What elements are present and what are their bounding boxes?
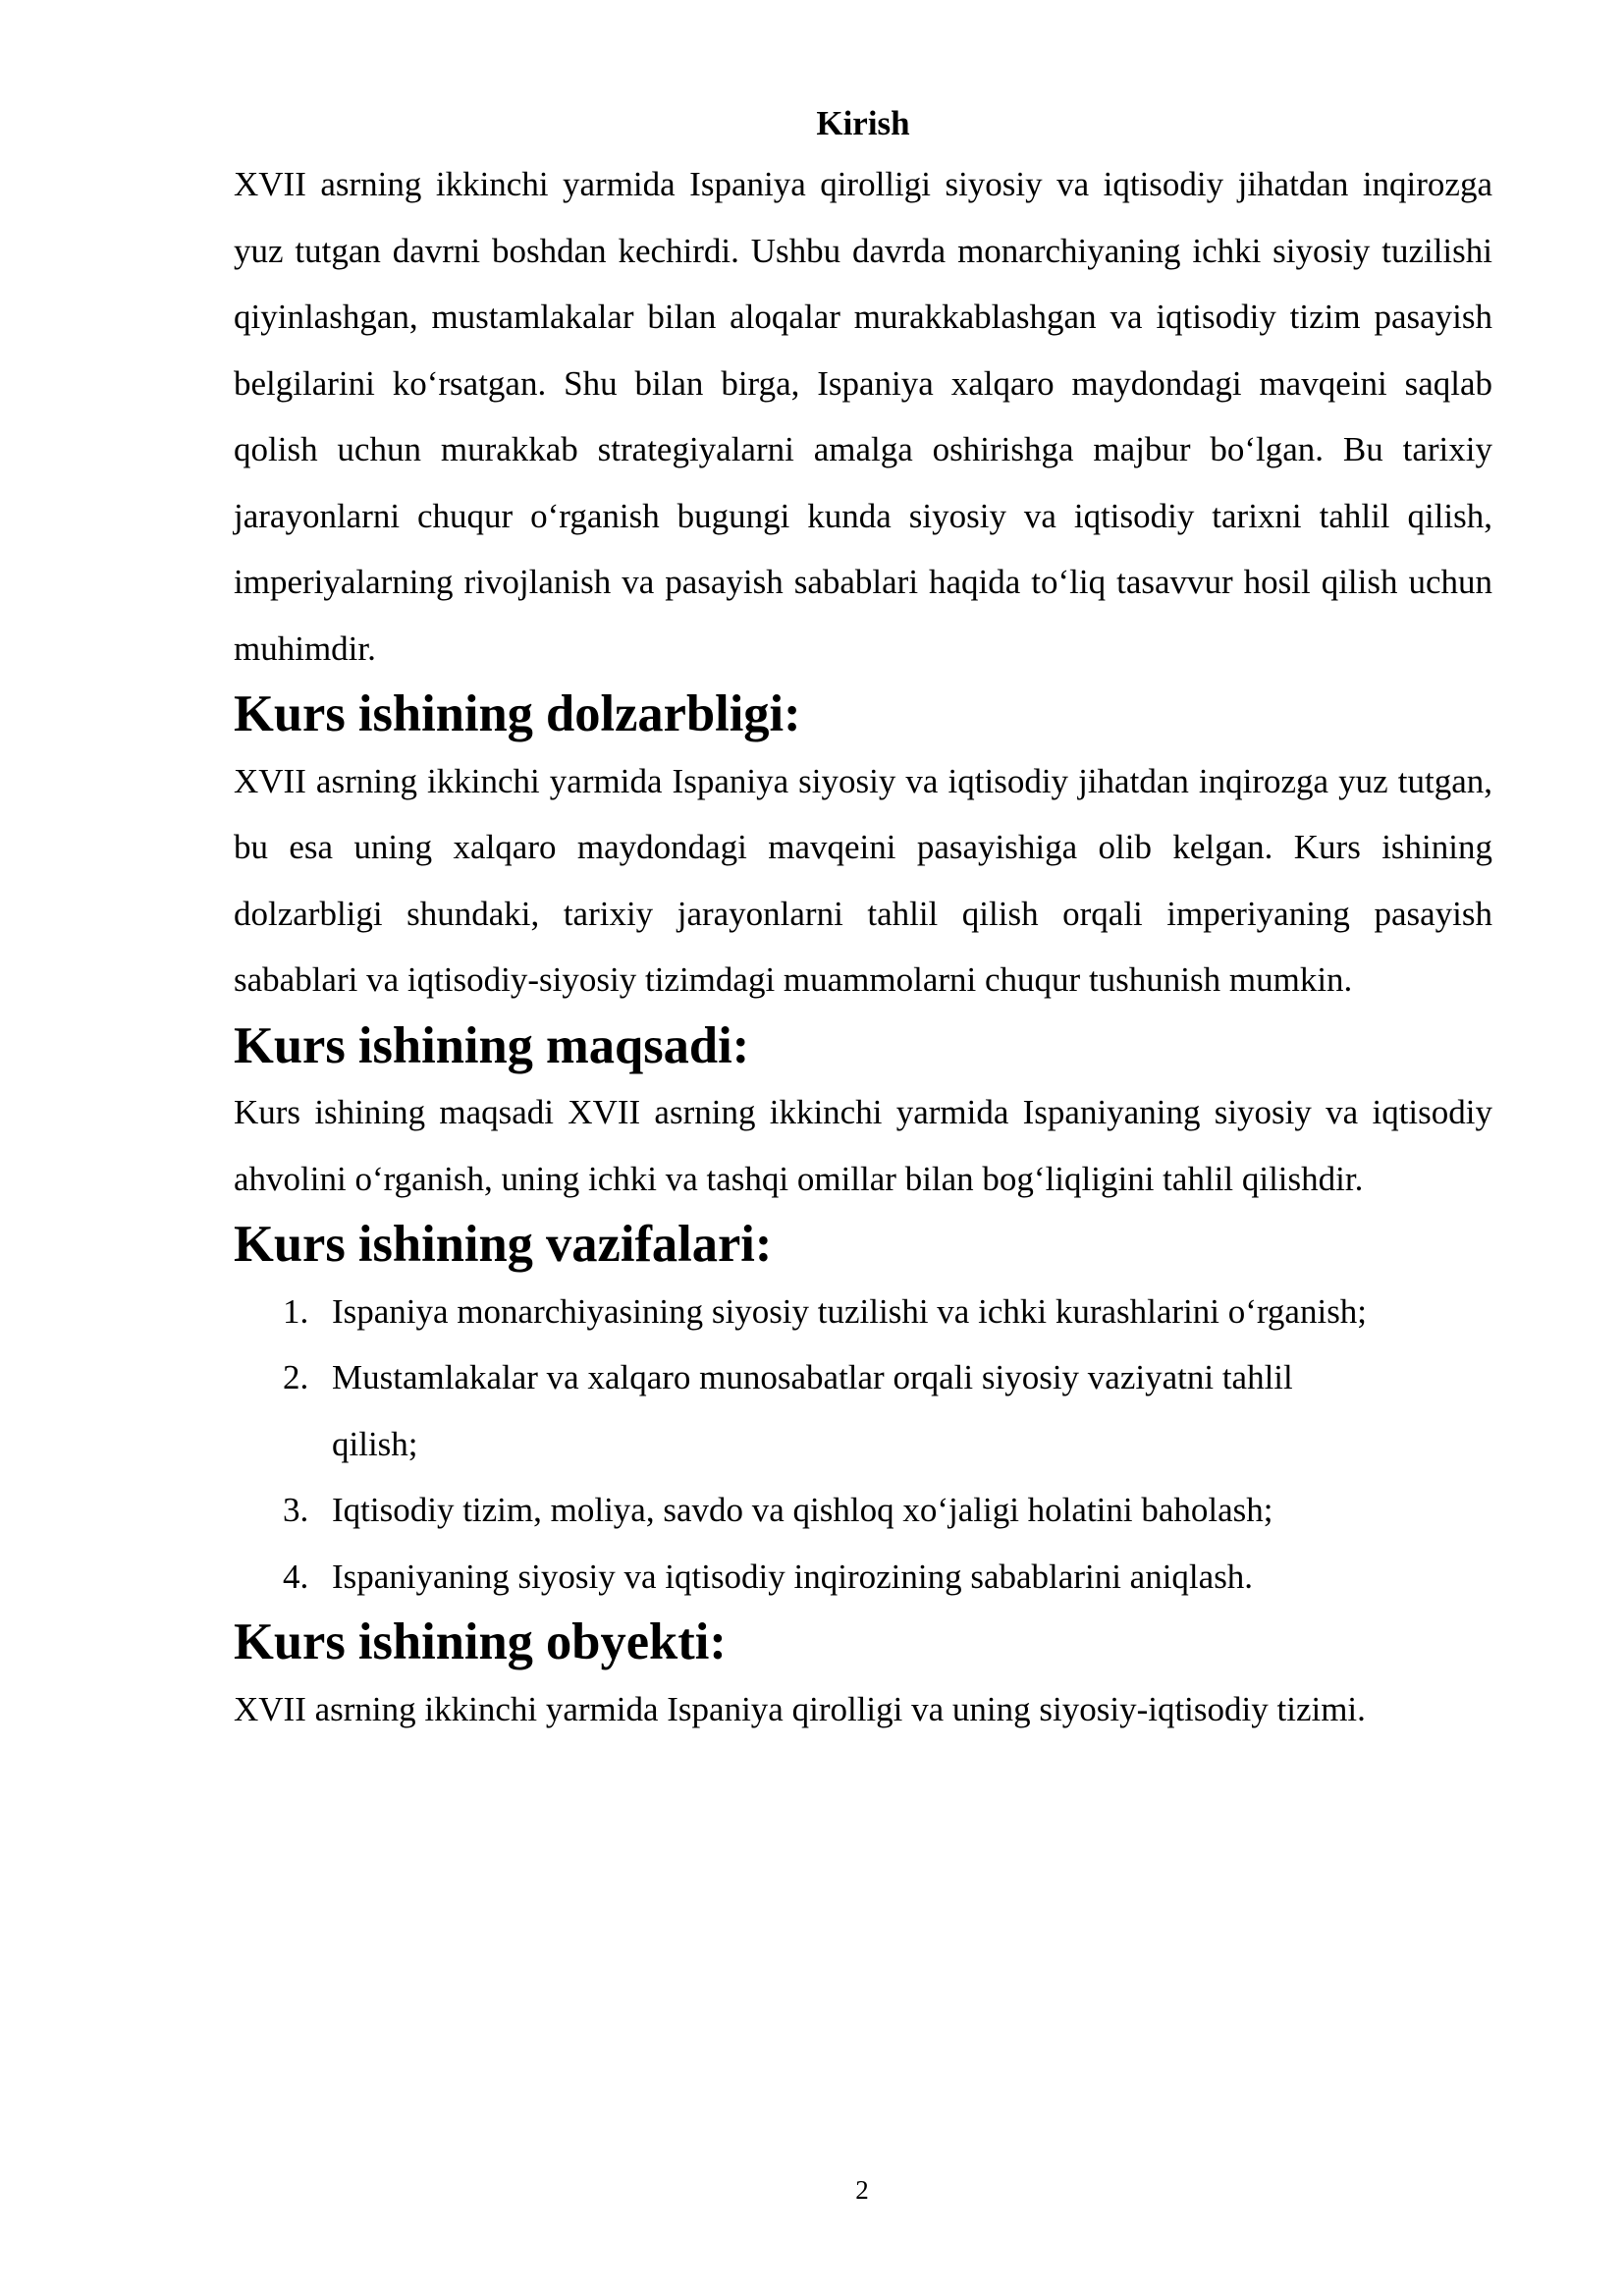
object-paragraph: XVII asrning ikkinchi yarmida Ispaniya qirolligi va uning siyosiy-iqtisodiy tizimi. xyxy=(234,1689,1366,1728)
list-item xyxy=(234,1477,1492,1544)
tasks-list xyxy=(234,1279,1492,1611)
page-title: Kirish xyxy=(816,104,910,142)
goal-paragraph: Kurs ishining maqsadi XVII asrning ikkinchi yarmida Ispaniyaning siyosiy va iqtisodiy ahvolini o‘rganish, uning ichki va tashqi omillar bilan bog‘liqligini tahlil qilishdir. xyxy=(234,1093,1492,1198)
list-item xyxy=(234,1279,1492,1345)
list-item-number: 4. xyxy=(283,1557,309,1596)
list-item-text: Ispaniya monarchiyasining siyosiy tuzilishi va ichki kurashlarini o‘rganish; xyxy=(332,1291,1368,1331)
object-heading: Kurs ishining obyekti: xyxy=(234,1613,727,1670)
tasks-heading: Kurs ishining vazifalari: xyxy=(234,1216,773,1273)
list-item-number: 3. xyxy=(283,1491,309,1529)
list-item-text: Ispaniyaning siyosiy va iqtisodiy inqirozining sabablarini aniqlash. xyxy=(332,1557,1254,1596)
relevance-paragraph: XVII asrning ikkinchi yarmida Ispaniya siyosiy va iqtisodiy jihatdan inqirozga yuz tutgan, bu esa uning xalqaro maydondagi mavqeini pasayishiga olib kelgan. Kurs ishining dolzarbligi shundaki, tarixiy jarayonlarni tahlil qilish orqali imperiyaning pasayish sabablari va iqtisodiy-siyosiy tizimdagi muammolarni chuqur tushunish mumkin. xyxy=(234,761,1492,999)
list-item xyxy=(234,1344,1492,1477)
relevance-heading: Kurs ishining dolzarbligi: xyxy=(234,685,801,742)
list-item-text: Mustamlakalar va xalqaro munosabatlar orqali siyosiy vaziyatni tahlil qilish; xyxy=(332,1358,1293,1463)
intro-paragraph: XVII asrning ikkinchi yarmida Ispaniya qirolligi siyosiy va iqtisodiy jihatdan inqirozga yuz tutgan davrni boshdan kechirdi. Ushbu davrda monarchiyaning ichki siyosiy tuzilishi qiyinlashgan, mustamlakalar bilan aloqalar murakkablashgan va iqtisodiy tizim pasayish belgilarini ko‘rsatgan. Shu bilan birga, Ispaniya xalqaro maydondagi mavqeini saqlab qolish uchun murakkab strategiyalarni amalga oshirishga majbur bo‘lgan. Bu tarixiy jarayonlarni chuqur o‘rganish bugungi kunda siyosiy va iqtisodiy tarixni tahlil qilish, imperiyalarning rivojlanish va pasayish sabablari haqida to‘liq tasavvur hosil qilish uchun muhimdir. xyxy=(234,165,1492,668)
list-item-number: 2. xyxy=(283,1358,309,1396)
list-item-number: 1. xyxy=(283,1291,309,1331)
page-number: 2 xyxy=(855,2175,869,2205)
list-item xyxy=(234,1544,1492,1611)
list-item-text: Iqtisodiy tizim, moliya, savdo va qishloq xo‘jaligi holatini baholash; xyxy=(332,1491,1273,1529)
page-content xyxy=(234,96,1492,1742)
goal-heading: Kurs ishining maqsadi: xyxy=(234,1016,750,1074)
